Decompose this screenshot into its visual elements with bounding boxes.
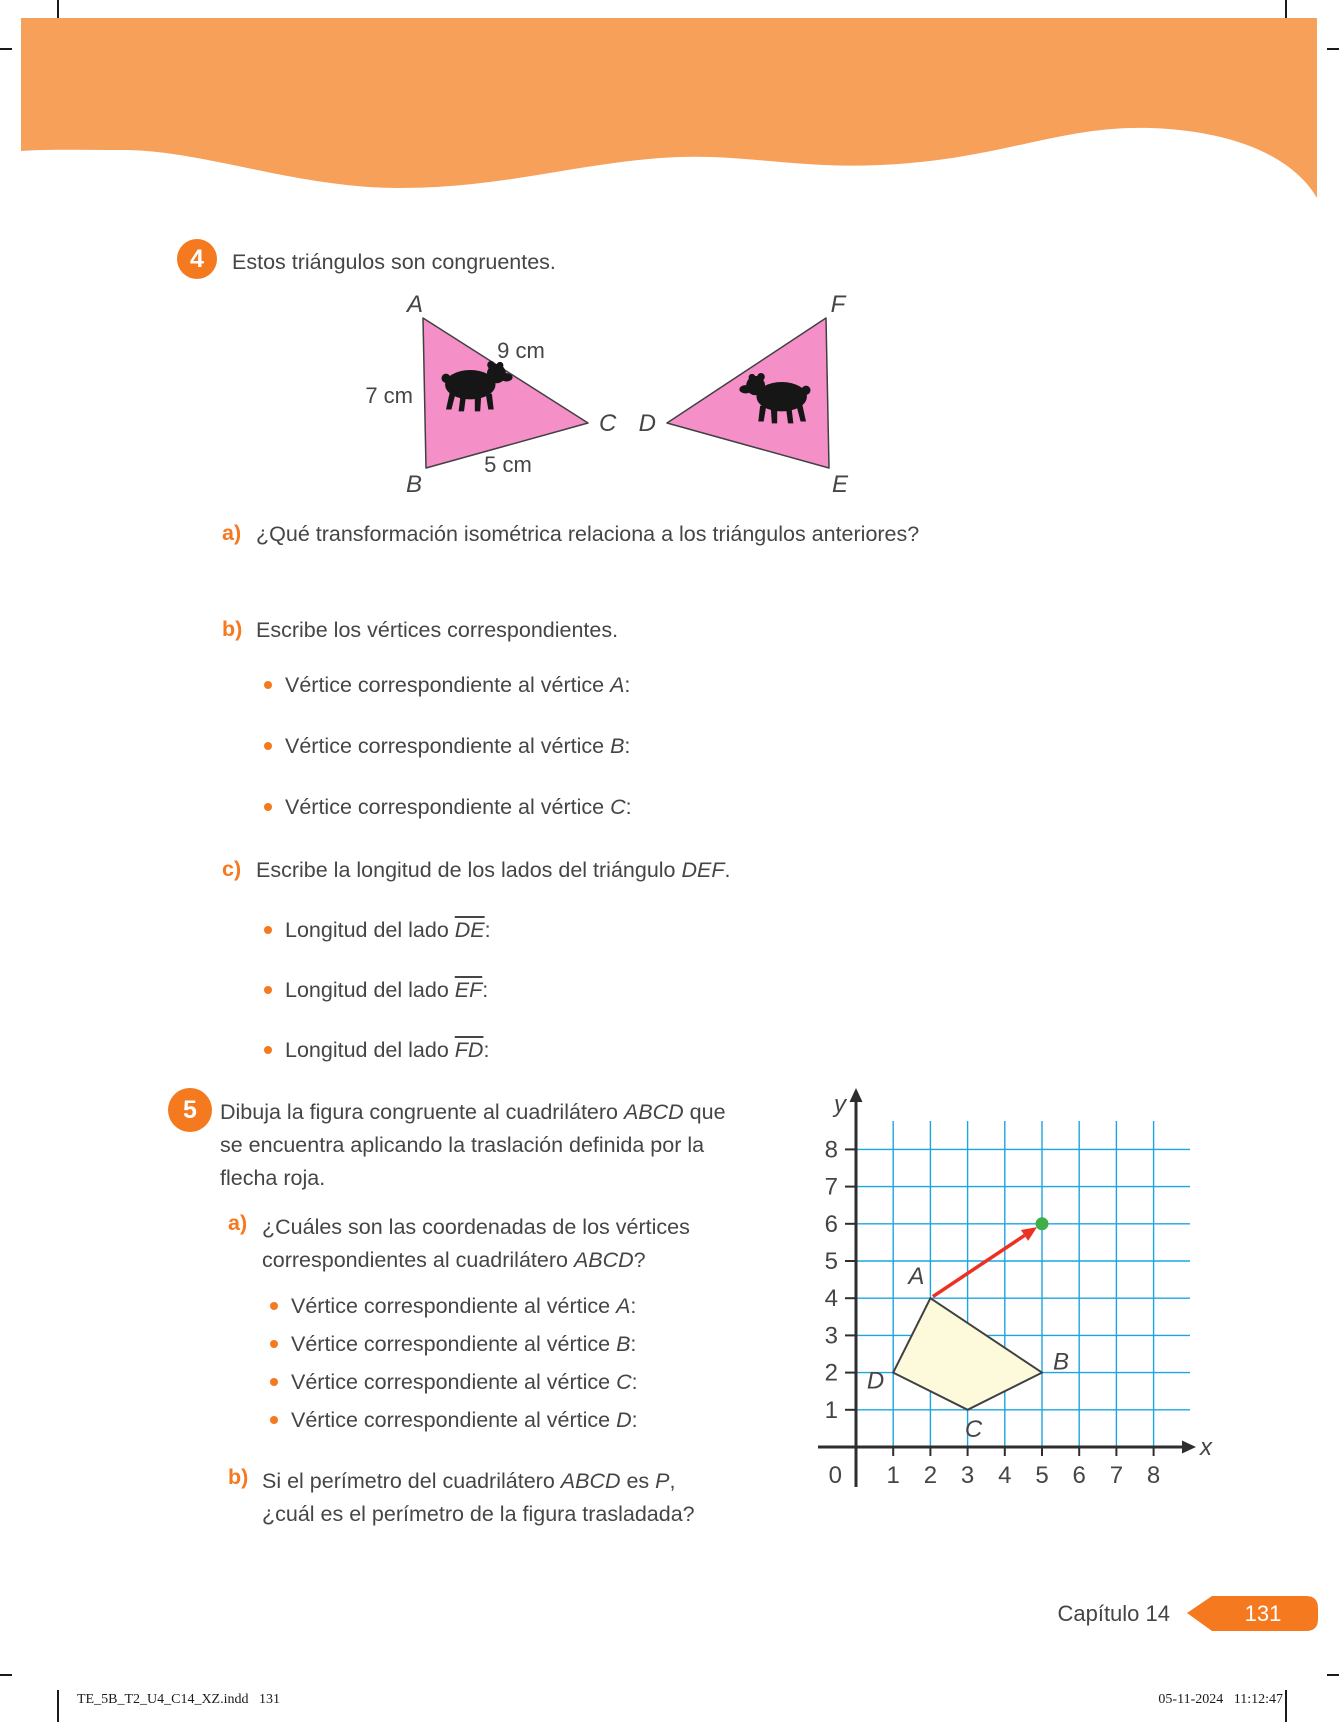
item-text bbox=[262, 1211, 714, 1277]
y-tick-label: 2 bbox=[824, 1359, 838, 1387]
y-tick-label: 8 bbox=[824, 1136, 838, 1164]
list-item bbox=[270, 1369, 638, 1395]
bullet-text bbox=[285, 672, 630, 698]
bullet-suffix: : bbox=[625, 795, 632, 819]
item-text-prefix: ¿Cuáles son las coordenadas de los vértices correspondientes al cuadrilátero bbox=[262, 1215, 690, 1272]
item-text bbox=[262, 1465, 732, 1531]
exercise-5-number-badge bbox=[168, 1088, 212, 1132]
list-item bbox=[264, 733, 630, 759]
list-item bbox=[270, 1293, 636, 1319]
bullet-math: D bbox=[616, 1408, 632, 1432]
item-text-suffix: . bbox=[724, 858, 731, 882]
list-item bbox=[264, 794, 632, 820]
x-axis-arrowhead-icon bbox=[1182, 1441, 1196, 1454]
y-tick-label: 4 bbox=[824, 1285, 838, 1313]
item-text-math: P bbox=[655, 1469, 670, 1493]
bullet-icon bbox=[270, 1302, 278, 1310]
page-number: 131 bbox=[1244, 1601, 1282, 1626]
exercise-4-item-a bbox=[222, 521, 1002, 547]
header-wave-shape bbox=[21, 18, 1317, 198]
x-tick-label: 3 bbox=[960, 1462, 975, 1489]
item-letter: b) bbox=[222, 617, 243, 641]
item-text bbox=[256, 857, 730, 883]
x-tick-label: 2 bbox=[923, 1462, 938, 1489]
bullet-text bbox=[285, 1037, 489, 1063]
item-letter: a) bbox=[222, 521, 242, 545]
bullet-text bbox=[291, 1293, 636, 1319]
arrow-end-point bbox=[1036, 1217, 1049, 1230]
item-letter: a) bbox=[228, 1211, 248, 1235]
list-item bbox=[270, 1331, 636, 1357]
vertex-label-a: A bbox=[908, 1263, 925, 1291]
vertex-label-b: B bbox=[1053, 1348, 1070, 1376]
bullet-math: C bbox=[616, 1370, 632, 1394]
exercise-5-item-a bbox=[228, 1211, 728, 1277]
y-tick-label: 1 bbox=[824, 1396, 838, 1424]
bullet-text bbox=[285, 917, 491, 943]
list-item bbox=[264, 672, 630, 698]
y-tick-label: 6 bbox=[824, 1210, 838, 1238]
item-text: Escribe los vértices correspondientes. bbox=[256, 618, 619, 642]
bullet-suffix: : bbox=[482, 978, 489, 1002]
y-tick-label: 3 bbox=[824, 1322, 838, 1350]
bullet-prefix: Longitud del lado bbox=[285, 1038, 455, 1062]
translation-arrow bbox=[933, 1235, 1025, 1296]
exercise-number: 5 bbox=[183, 1095, 197, 1124]
exercise-4-item-c bbox=[222, 857, 1002, 883]
list-item bbox=[264, 977, 488, 1003]
exercise-4-item-b bbox=[222, 617, 1002, 643]
bullet-icon bbox=[264, 1046, 272, 1054]
bullet-text bbox=[291, 1369, 638, 1395]
side-length-ab: 7 cm bbox=[365, 383, 413, 408]
crop-mark bbox=[0, 1674, 12, 1676]
y-axis-arrowhead-icon bbox=[850, 1088, 863, 1102]
exercise-5-prompt bbox=[220, 1096, 736, 1195]
x-tick-label: 6 bbox=[1072, 1462, 1086, 1489]
bullet-prefix: Longitud del lado bbox=[285, 978, 455, 1002]
bullet-suffix: : bbox=[630, 1332, 637, 1356]
bullet-prefix: Vértice correspondiente al vértice bbox=[285, 673, 611, 697]
vertex-label-c: C bbox=[599, 410, 617, 437]
crop-mark bbox=[57, 1690, 59, 1722]
prompt-math: ABCD bbox=[623, 1100, 684, 1124]
bullet-icon bbox=[264, 926, 272, 934]
bullet-text bbox=[291, 1331, 636, 1357]
x-axis-label: x bbox=[1200, 1434, 1212, 1461]
bullet-math: B bbox=[616, 1332, 631, 1356]
side-length-ac: 9 cm bbox=[497, 338, 545, 363]
crop-mark bbox=[1285, 1690, 1287, 1722]
bullet-suffix: : bbox=[624, 673, 631, 697]
crop-mark bbox=[1327, 1674, 1339, 1676]
bullet-icon bbox=[270, 1416, 278, 1424]
bullet-prefix: Vértice correspondiente al vértice bbox=[291, 1294, 617, 1318]
bullet-math-overlined: $\overline{DE}$ bbox=[454, 918, 485, 942]
y-tick-label: 7 bbox=[824, 1173, 838, 1201]
bullet-math: C bbox=[610, 795, 626, 819]
vertex-label-d: D bbox=[638, 410, 656, 437]
bullet-prefix: Vértice correspondiente al vértice bbox=[291, 1332, 617, 1356]
bullet-math: B bbox=[610, 734, 625, 758]
vertex-label-e: E bbox=[831, 471, 849, 498]
bullet-text bbox=[285, 977, 488, 1003]
x-tick-label: 7 bbox=[1109, 1462, 1124, 1489]
vertex-label-a: A bbox=[406, 291, 424, 318]
list-item bbox=[270, 1407, 638, 1433]
bullet-math: A bbox=[610, 673, 625, 697]
bullet-text bbox=[285, 794, 632, 820]
page-number-badge bbox=[1180, 1590, 1339, 1638]
header-wave-band bbox=[0, 0, 1339, 215]
bullet-suffix: : bbox=[484, 918, 491, 942]
bullet-math: A bbox=[616, 1294, 631, 1318]
bullet-math-overlined: $\overline{FD}$ bbox=[454, 1038, 484, 1062]
bullet-prefix: Vértice correspondiente al vértice bbox=[291, 1370, 617, 1394]
vertex-label-c: C bbox=[964, 1415, 983, 1443]
exercise-4-number-badge bbox=[177, 239, 217, 279]
bullet-icon bbox=[264, 742, 272, 750]
item-text-seg: , ¿cuál es el perímetro de la figura trasladada? bbox=[262, 1469, 695, 1526]
bullet-suffix: : bbox=[624, 734, 631, 758]
prompt-prefix: Dibuja la figura congruente al cuadrilátero bbox=[220, 1100, 624, 1124]
item-text-suffix: ? bbox=[633, 1248, 646, 1272]
bullet-prefix: Vértice correspondiente al vértice bbox=[291, 1408, 617, 1432]
item-text-math: DEF bbox=[681, 858, 725, 882]
vertex-label-b: B bbox=[405, 471, 423, 498]
item-text-seg: es bbox=[620, 1469, 656, 1493]
x-tick-label: 5 bbox=[1035, 1462, 1049, 1489]
x-tick-label: 4 bbox=[998, 1462, 1012, 1489]
item-letter: b) bbox=[228, 1465, 249, 1489]
list-item bbox=[264, 917, 491, 943]
item-text-seg: Si el perímetro del cuadrilátero bbox=[262, 1469, 561, 1493]
y-axis-label: y bbox=[834, 1091, 846, 1118]
side-length-bc: 5 cm bbox=[484, 452, 532, 477]
bullet-suffix: : bbox=[631, 1370, 638, 1394]
bullet-icon bbox=[270, 1340, 278, 1348]
bullet-suffix: : bbox=[631, 1408, 638, 1432]
bullet-prefix: Longitud del lado bbox=[285, 918, 455, 942]
vertex-label-f: F bbox=[830, 291, 846, 318]
chapter-label: Capítulo 14 bbox=[1057, 1601, 1170, 1626]
origin-label: 0 bbox=[828, 1462, 842, 1489]
print-info-left: TE_5B_T2_U4_C14_XZ.indd 131 bbox=[77, 1692, 280, 1707]
exercise-5-item-b bbox=[228, 1465, 748, 1531]
bullet-icon bbox=[264, 986, 272, 994]
vertex-label-d: D bbox=[866, 1367, 885, 1395]
item-text-prefix: Escribe la longitud de los lados del triángulo bbox=[256, 858, 682, 882]
bullet-icon bbox=[264, 803, 272, 811]
item-text-math: ABCD bbox=[560, 1469, 621, 1493]
prompt-suffix: que se encuentra aplicando la traslación definida por la flecha roja. bbox=[220, 1100, 726, 1190]
exercise-4-prompt: Estos triángulos son congruentes. bbox=[232, 250, 556, 274]
item-text-math: ABCD bbox=[573, 1248, 634, 1272]
bullet-icon bbox=[264, 681, 272, 689]
bullet-math-overlined: $\overline{EF}$ bbox=[454, 978, 483, 1002]
congruent-triangles-figure bbox=[330, 255, 910, 505]
coordinate-grid-figure bbox=[770, 1080, 1220, 1500]
x-tick-label: 8 bbox=[1146, 1462, 1161, 1489]
print-info-right: 05-11-2024 11:12:47 bbox=[1158, 1692, 1283, 1707]
bullet-suffix: : bbox=[483, 1038, 490, 1062]
list-item bbox=[264, 1037, 489, 1063]
item-letter: c) bbox=[222, 857, 242, 881]
bullet-icon bbox=[270, 1378, 278, 1386]
bullet-prefix: Vértice correspondiente al vértice bbox=[285, 795, 611, 819]
bullet-prefix: Vértice correspondiente al vértice bbox=[285, 734, 611, 758]
item-text: ¿Qué transformación isométrica relaciona a los triángulos anteriores? bbox=[256, 522, 920, 546]
bullet-text bbox=[291, 1407, 638, 1433]
translation-arrowhead-icon bbox=[1021, 1227, 1037, 1241]
x-tick-label: 1 bbox=[886, 1462, 900, 1489]
y-tick-label: 5 bbox=[824, 1248, 838, 1275]
exercise-number: 4 bbox=[190, 244, 204, 273]
bullet-text bbox=[285, 733, 630, 759]
bullet-suffix: : bbox=[630, 1294, 637, 1318]
